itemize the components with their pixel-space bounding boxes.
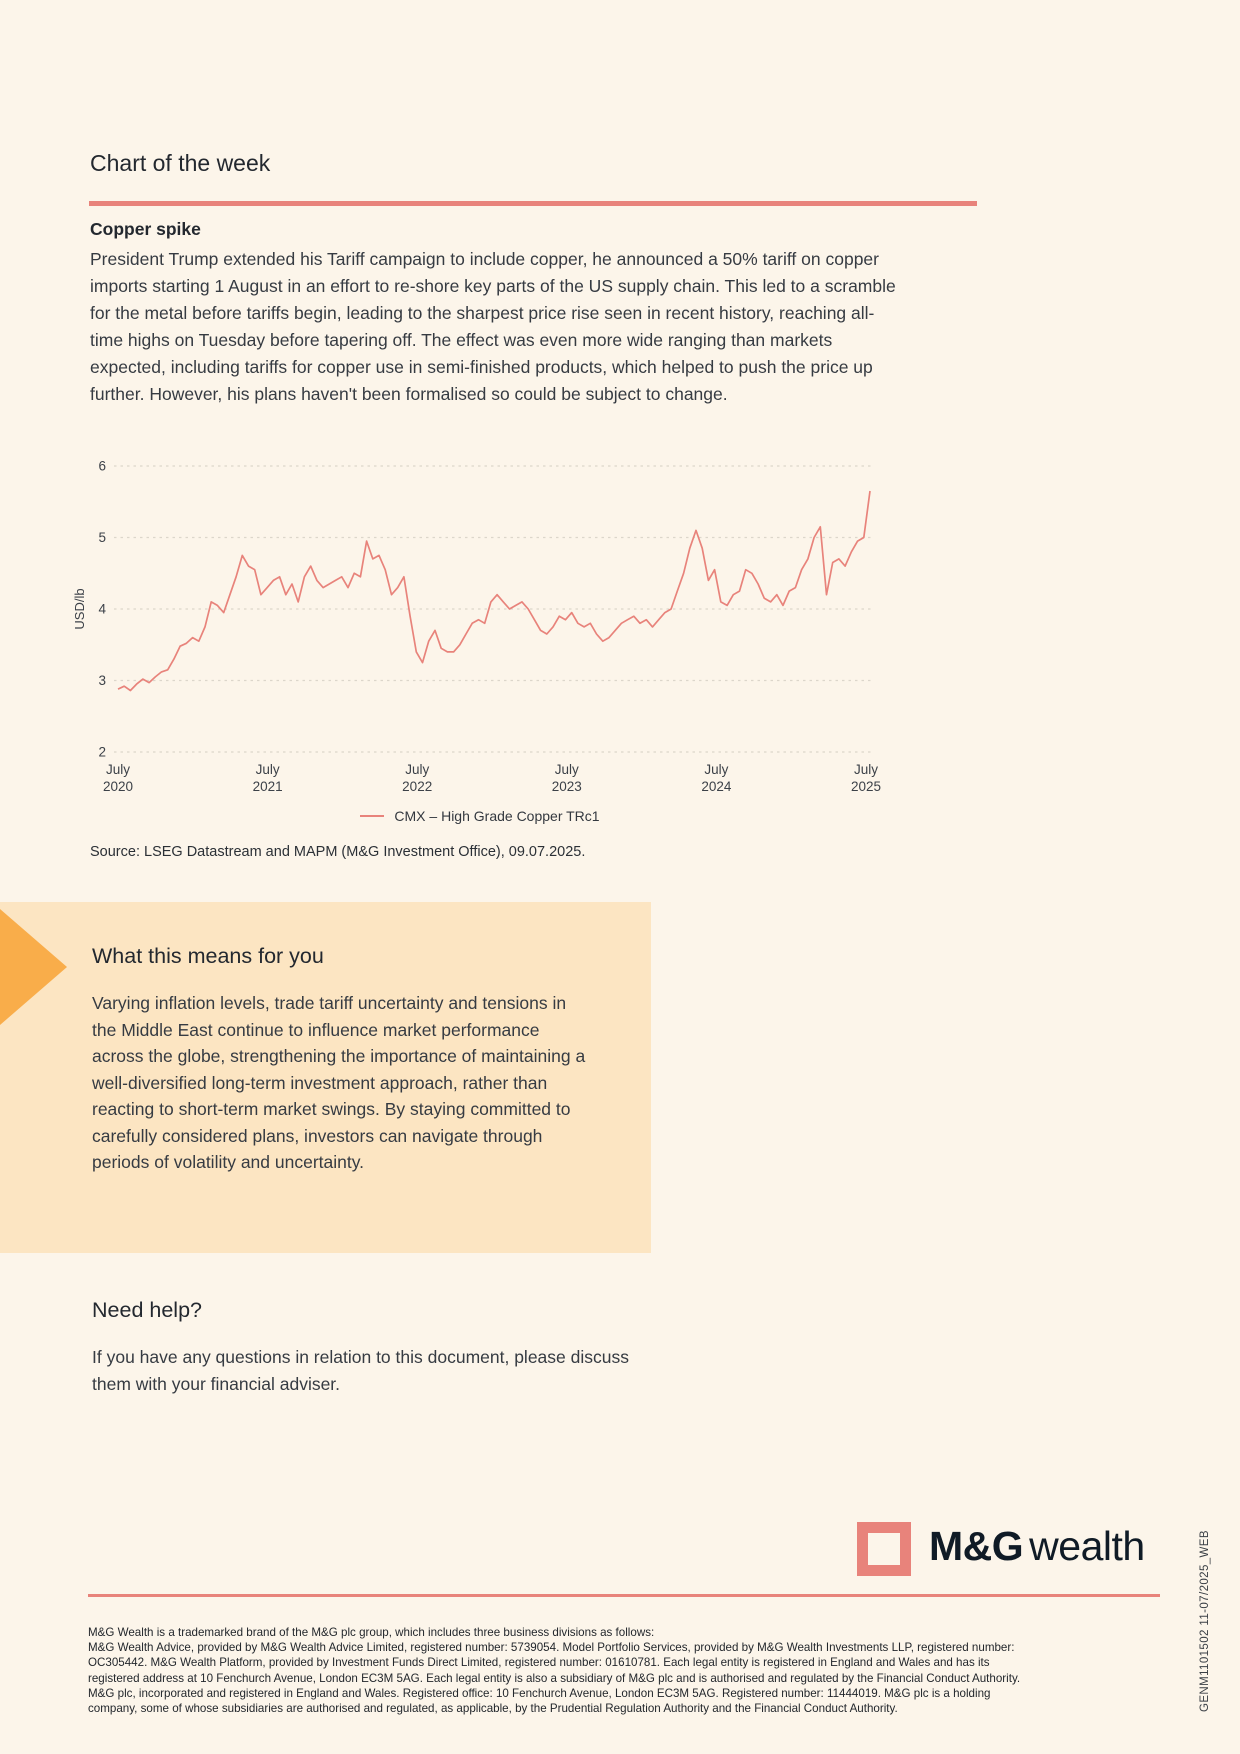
legal-line: M&G Wealth is a trademarked brand of the M&G plc group, which includes three business divisions as follows: (88, 1626, 655, 1639)
need-help-body: If you have any questions in relation to this document, please discuss them with your financial adviser. (92, 1347, 629, 1394)
y-tick-label: 4 (98, 601, 106, 617)
legal-line: registered address at 10 Fenchurch Avenue, London EC3M 5AG. Each legal entity is also a subsidiary of M&G plc and is authorised and regulated by the Financial Conduct Authority. (88, 1671, 1021, 1685)
y-tick-label: 2 (98, 744, 106, 760)
callout-body: Varying inflation levels, trade tariff uncertainty and tensions in the Middle East continue to influence market performance across the globe, strengthening the importance of maintaining a well-diversified long-term investment approach, rather than reacting to short-term market swings. By staying committed to carefully considered plans, investors can navigate through periods of volatility and uncertainty. (92, 993, 586, 1172)
title-divider (89, 201, 977, 206)
logo-bold-text: M&G (929, 1523, 1024, 1569)
legal-line: company, some of whose subsidiaries are authorised and regulated, as applicable, by the Prudential Regulation Authority and the Financial Conduct Authority. (88, 1702, 898, 1716)
legend-label: CMX – High Grade Copper TRc1 (394, 808, 600, 824)
x-tick-label: July 2024 (701, 762, 732, 794)
source-note: Source: LSEG Datastream and MAPM (M&G Investment Office), 09.07.2025. (90, 844, 586, 860)
callout-heading: What this means for you (92, 944, 324, 968)
need-help-heading: Need help? (92, 1298, 202, 1322)
mg-wealth-logo (929, 1523, 1145, 1570)
legend-line-swatch (360, 815, 384, 818)
article-heading: Copper spike (90, 219, 201, 239)
x-tick-label: July 2023 (551, 762, 582, 794)
chart-legend (70, 808, 890, 824)
copper-price-line (118, 491, 870, 691)
callout-arrow-icon (0, 909, 67, 1025)
y-axis-label: USD/lb (72, 588, 87, 630)
document-code: GENM1101502 11-07/2025_WEB (1199, 1530, 1211, 1712)
footer-divider (88, 1594, 1160, 1597)
legal-line: OC305442. M&G Wealth Platform, provided by Investment Funds Direct Limited, registered number: 01610781. Each legal entity is registered in England and Wales and has its (88, 1656, 990, 1670)
y-tick-label: 3 (98, 673, 106, 688)
x-tick-label: July 2020 (102, 762, 134, 794)
mg-logo-square-icon (857, 1522, 911, 1576)
y-tick-label: 6 (98, 458, 106, 474)
y-tick-label: 5 (98, 530, 106, 545)
legal-footer (88, 1625, 1163, 1716)
legal-line: M&G Wealth Advice, provided by M&G Wealth Advice Limited, registered number: 5739054. Model Portfolio Services, provided by M&G Wealth Investments LLP, registered number: (88, 1641, 1015, 1655)
article-body: President Trump extended his Tariff campaign to include copper, he announced a 50% tariff on copper imports starting 1 August in an effort to re-shore key parts of the US supply chain. This led to a scramble for the metal before tariffs begin, leading to the sharpest price rise seen in recent history, reaching all-time highs on Tuesday before tapering off. The effect was even more wide ranging than markets expected, including tariffs for copper use in semi-finished products, which helped to push the price up further. However, his plans haven't been formalised so could be subject to change. (90, 249, 896, 404)
legal-line: M&G plc, incorporated and registered in England and Wales. Registered office: 10 Fenchurch Avenue, London EC3M 5AG. Registered number: 11444019. M&G plc is a holding (88, 1686, 991, 1700)
x-tick-label: July 2022 (402, 762, 433, 794)
x-tick-label: July 2021 (252, 762, 283, 794)
page-title: Chart of the week (90, 150, 271, 176)
copper-price-chart (70, 440, 890, 800)
logo-regular-text: wealth (1029, 1523, 1145, 1569)
x-tick-label: July 2025 (850, 762, 882, 794)
